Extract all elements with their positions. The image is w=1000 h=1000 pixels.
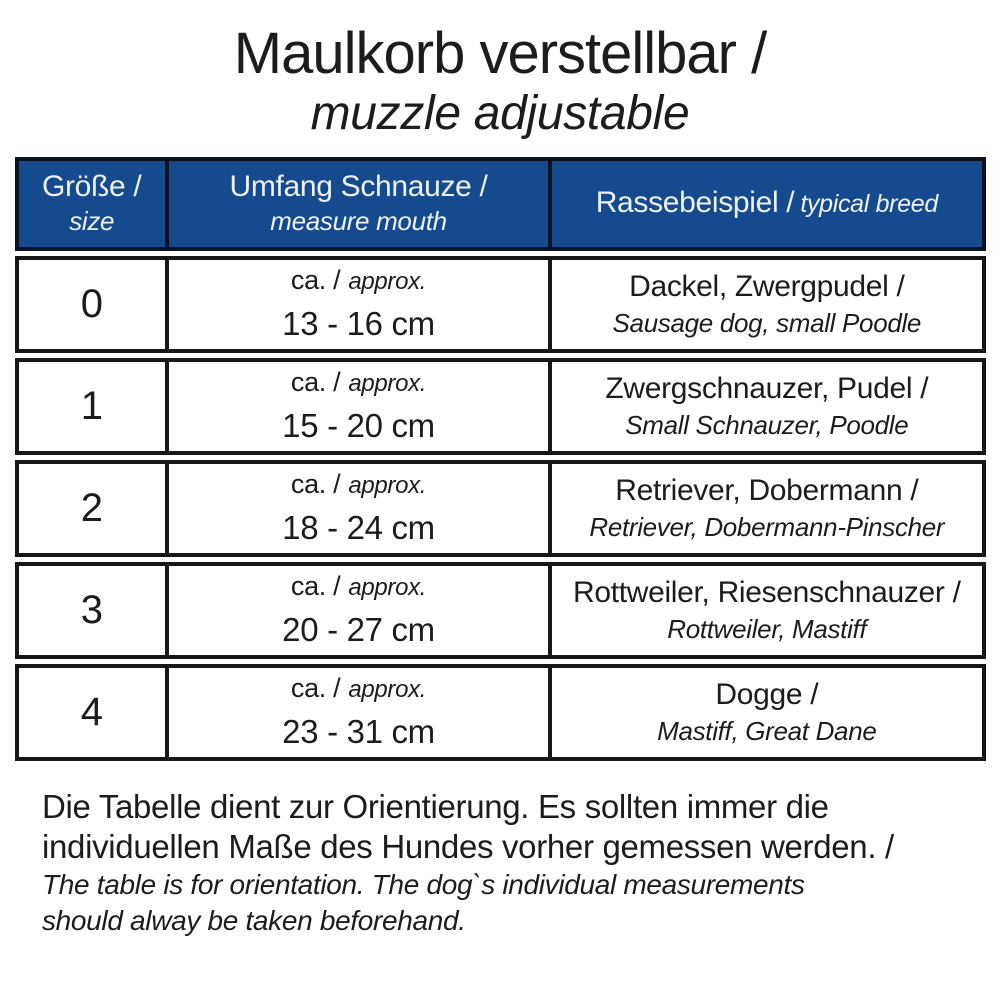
header-measure-de: Umfang Schnauze /: [229, 170, 488, 204]
approx-labels: [291, 264, 426, 297]
approx-labels: [291, 672, 426, 705]
table-header-row: [15, 157, 986, 251]
measure-range: 15 - 20 cm: [282, 407, 435, 445]
cell-measure: [165, 464, 548, 553]
measure-range: 13 - 16 cm: [282, 305, 435, 343]
footer-note: [42, 787, 970, 939]
size-value: 1: [80, 383, 103, 428]
breed-de: Dogge /: [715, 677, 819, 711]
breed-en: Mastiff, Great Dane: [657, 715, 877, 746]
cell-size: [19, 566, 165, 655]
cell-breed: [548, 464, 981, 553]
table-row: [15, 358, 986, 455]
approx-label-en: approx.: [348, 675, 427, 703]
header-cell-measure: [165, 161, 548, 247]
breed-en: Rottweiler, Mastiff: [667, 613, 867, 644]
table-row: [15, 664, 986, 761]
cell-measure: [165, 260, 548, 349]
breed-en: Retriever, Dobermann-Pinscher: [589, 511, 945, 542]
breed-de: Retriever, Dobermann /: [615, 473, 919, 507]
cell-size: [19, 464, 165, 553]
header-breed: [596, 185, 938, 222]
size-table: [15, 157, 986, 761]
table-rows: [15, 256, 986, 761]
page-title-de: Maulkorb verstellbar /: [233, 21, 767, 86]
approx-label-de: ca. /: [290, 366, 341, 397]
header-size-de: Größe /: [41, 170, 142, 204]
cell-measure: [165, 362, 548, 451]
approx-label-en: approx.: [348, 369, 427, 397]
header-breed-en: typical breed: [800, 190, 938, 219]
footer-en-line1: The table is for orientation. The dog`s individual measurements: [42, 869, 805, 901]
size-value: 2: [80, 485, 103, 530]
footer-en-line2: should alway be taken beforehand.: [42, 904, 466, 936]
header-size-en: size: [69, 206, 115, 237]
cell-breed: [548, 362, 981, 451]
header-cell-size: [19, 161, 165, 247]
cell-measure: [165, 566, 548, 655]
header-breed-de: Rassebeispiel /: [595, 186, 795, 220]
approx-labels: [291, 570, 426, 603]
measure-range: 23 - 31 cm: [282, 713, 435, 751]
footer-de-line2: individuellen Maße des Hundes vorher gemessen werden. /: [42, 827, 894, 865]
table-row: [15, 562, 986, 659]
cell-size: [19, 260, 165, 349]
cell-breed: [548, 260, 981, 349]
table-row: [15, 460, 986, 557]
cell-measure: [165, 668, 548, 757]
size-value: 0: [80, 281, 103, 326]
breed-en: Sausage dog, small Poodle: [612, 307, 922, 338]
header-measure-en: measure mouth: [270, 206, 447, 237]
size-value: 4: [80, 689, 103, 734]
breed-de: Zwergschnauzer, Pudel /: [605, 371, 929, 405]
measure-range: 20 - 27 cm: [282, 611, 435, 649]
breed-en: Small Schnauzer, Poodle: [625, 409, 909, 440]
approx-label-de: ca. /: [290, 570, 341, 601]
approx-label-en: approx.: [348, 573, 427, 601]
approx-label-en: approx.: [348, 267, 427, 295]
size-value: 3: [80, 587, 103, 632]
cell-size: [19, 668, 165, 757]
cell-breed: [548, 668, 981, 757]
table-row: [15, 256, 986, 353]
approx-labels: [291, 366, 426, 399]
cell-size: [19, 362, 165, 451]
breed-de: Rottweiler, Riesenschnauzer /: [573, 575, 961, 609]
cell-breed: [548, 566, 981, 655]
approx-label-de: ca. /: [290, 264, 341, 295]
header-cell-breed: [548, 161, 981, 247]
measure-range: 18 - 24 cm: [282, 509, 435, 547]
approx-label-de: ca. /: [290, 672, 341, 703]
page-title: [0, 0, 1000, 141]
breed-de: Dackel, Zwergpudel /: [629, 269, 905, 303]
approx-label-de: ca. /: [290, 468, 341, 499]
approx-labels: [291, 468, 426, 501]
page-title-en: muzzle adjustable: [310, 86, 690, 140]
approx-label-en: approx.: [348, 471, 427, 499]
footer-de-line1: Die Tabelle dient zur Orientierung. Es sollten immer die: [42, 787, 829, 825]
